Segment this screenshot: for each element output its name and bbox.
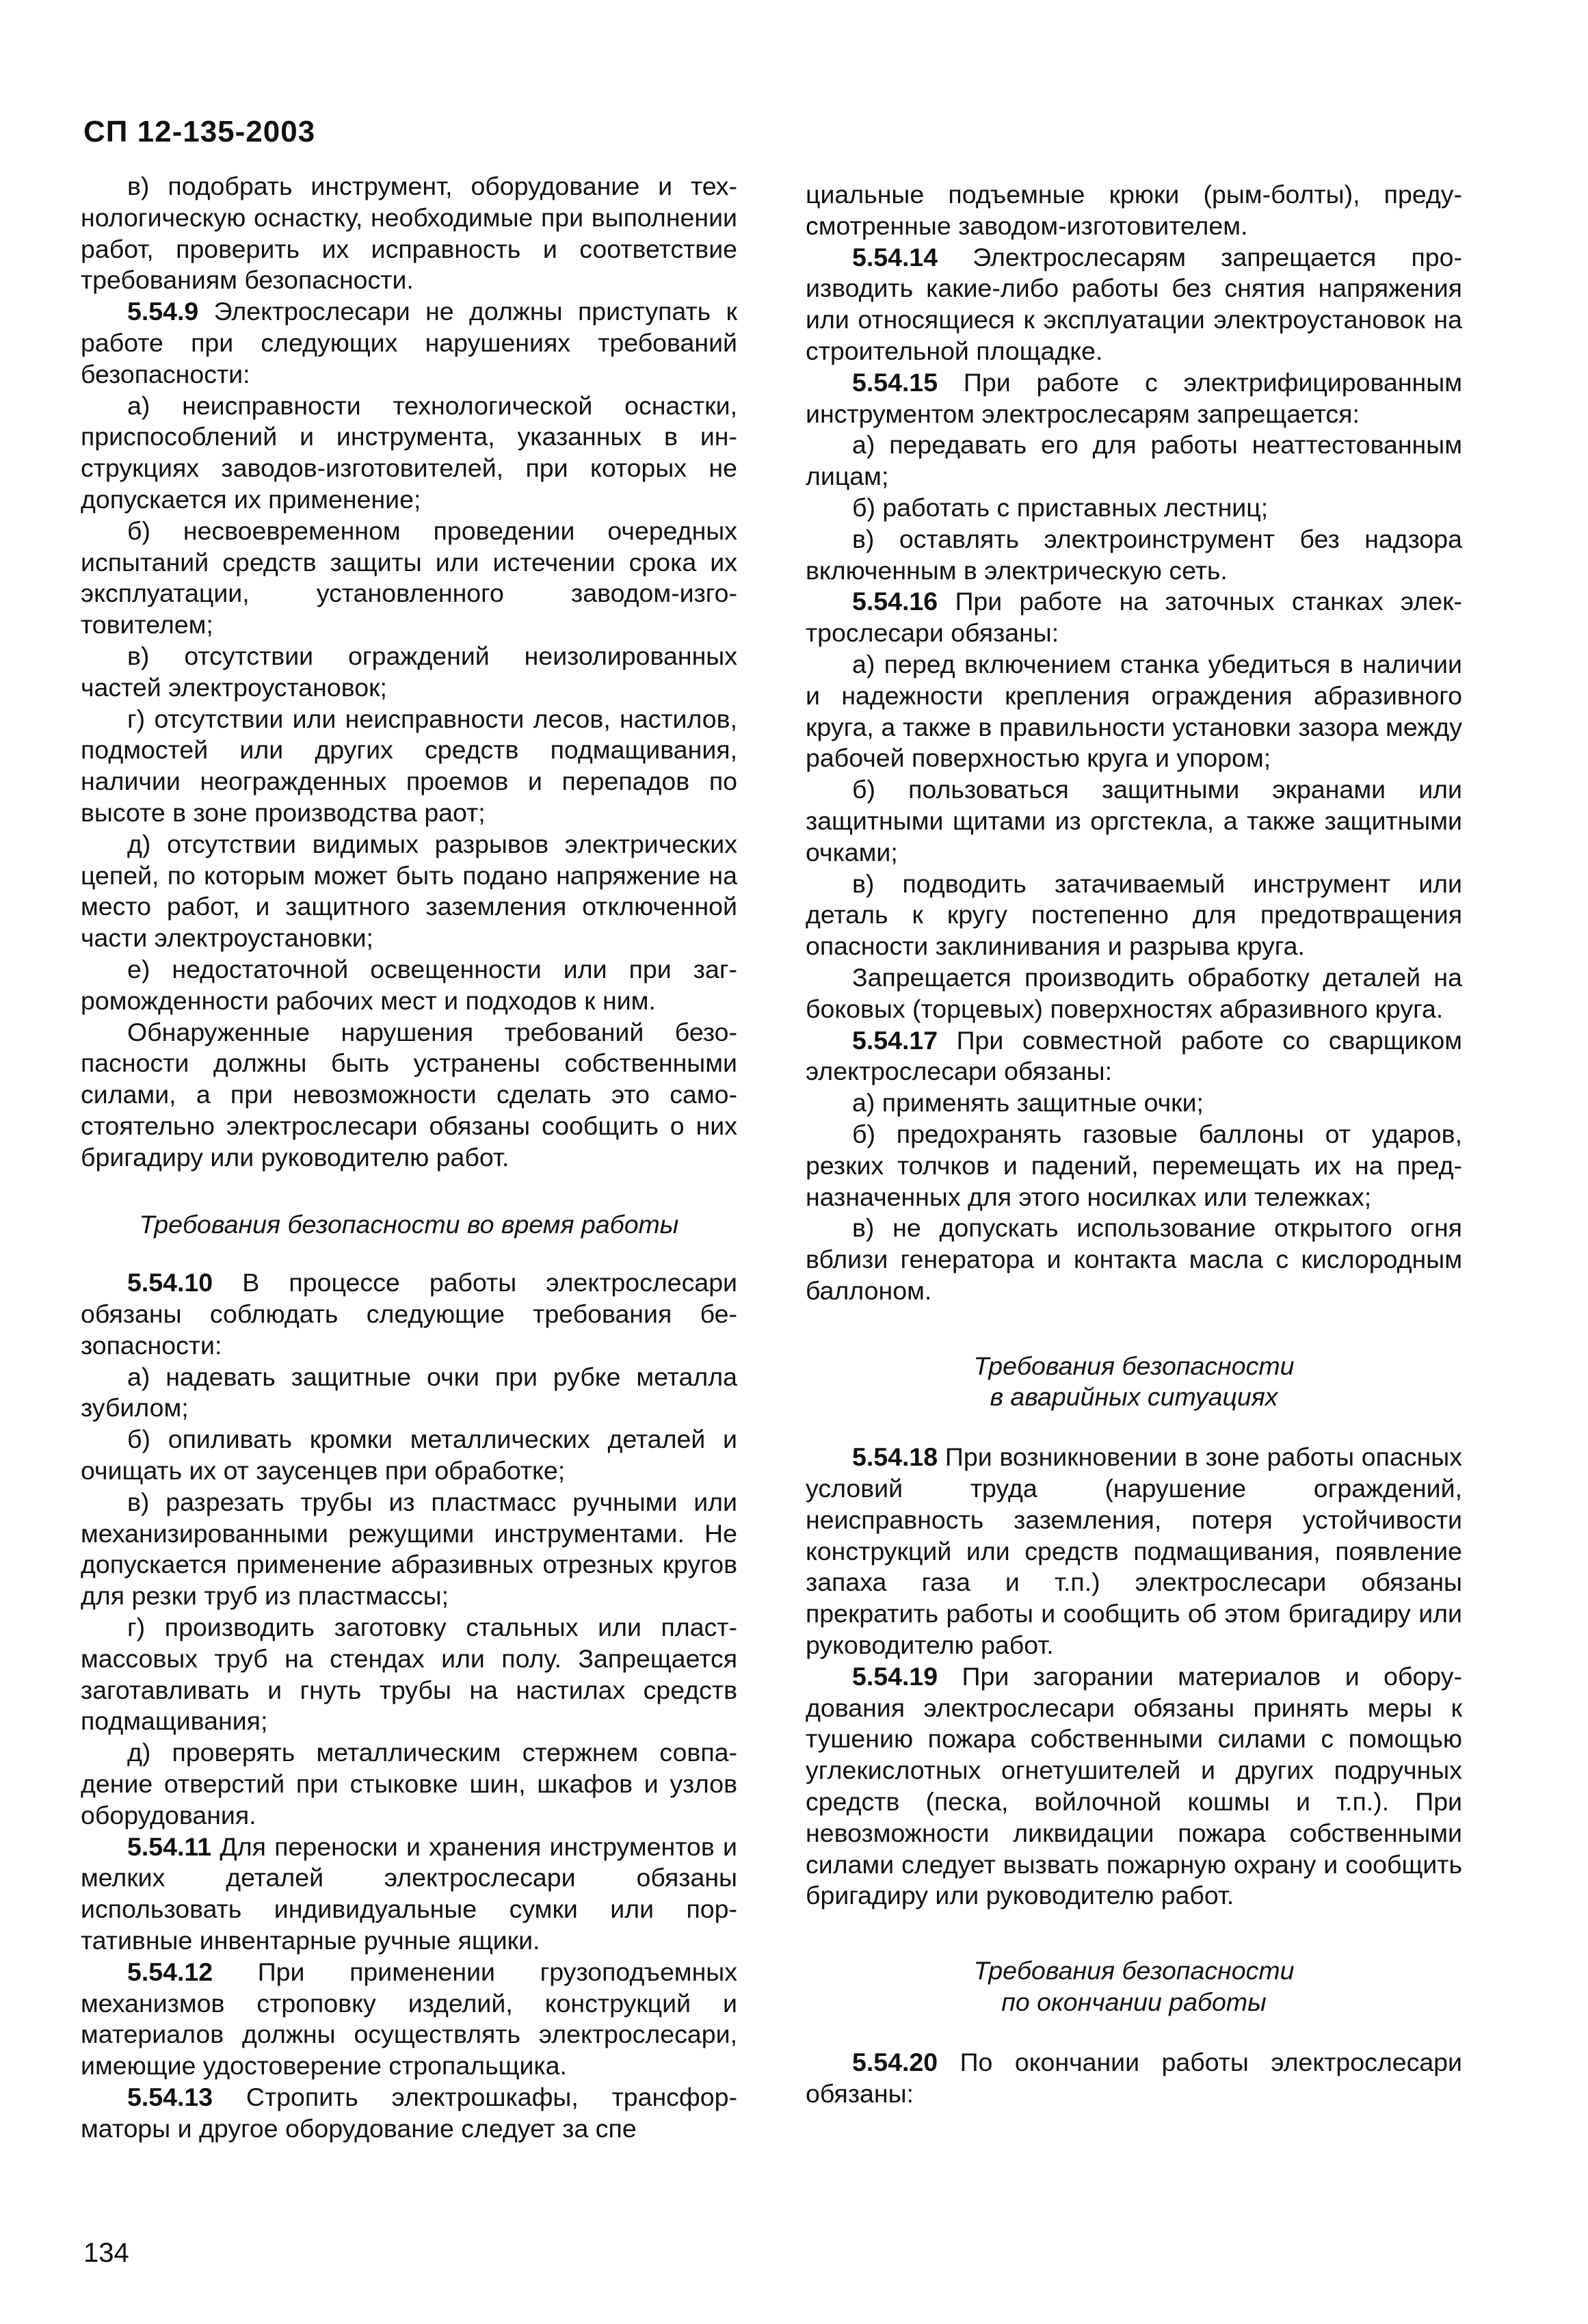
- clause-5-54-14: [806, 242, 1462, 367]
- clause-number: 5.54.15: [852, 367, 938, 397]
- clause-5-54-15: [806, 367, 1462, 430]
- section-heading: Требования безопасности: [973, 1956, 1295, 1985]
- clause-5-54-18: [806, 1442, 1462, 1661]
- clause-5-54-13: [81, 2082, 737, 2145]
- list-item: в) не допускать использование открытого огня вблизи генератора и контакта масла с кислородным баллоном.: [806, 1213, 1462, 1305]
- clause-text: Стропить электрошкафы, трансформаторы и другое оборудование следует за спе: [81, 2083, 737, 2143]
- list-item: г) производить заготовку стальных или пластмассовых труб на стендах или полу. Запрещается заготавливать и гнуть трубы на настилах средств подмащивания;: [81, 1613, 737, 1736]
- document-code: СП 12-135-2003: [83, 115, 316, 148]
- paragraph: Запрещается производить обработку деталей на боковых (торцевых) поверхностях абразивного круга.: [806, 962, 1462, 1023]
- clause-5-54-19: [806, 1661, 1462, 1912]
- clause-number: 5.54.12: [127, 1957, 213, 1986]
- clause-text: При совместной работе со сварщиком электрослесари обязаны:: [806, 1025, 1462, 1086]
- clause-text: При применении грузоподъемных механизмов строповку изделий, конструкций и материалов должны осуществлять электрослесари, имеющие удостоверение стропальщика.: [81, 1957, 737, 2081]
- list-item: д) проверять металлическим стержнем совпадение отверстий при стыковке шин, шкафов и узлов оборудования.: [81, 1738, 737, 1830]
- list-item: г) отсутствии или неисправности лесов, настилов, подмостей или других средств подмащивания, наличии неогражденных проемов и перепадов по высоте в зоне производства раот;: [81, 704, 737, 827]
- list-item: б) опиливать кромки металлических деталей и очищать их от заусенцев при обработке;: [81, 1425, 737, 1485]
- list-item: а) неисправности технологической оснастки, приспособлений и инструмента, указанных в инструкциях заводов-изготовителей, при которых не допускается их применение;: [81, 391, 737, 514]
- clause-text: В процессе работы электрослесари обязаны соблюдать следующие требования безопасности:: [81, 1268, 737, 1360]
- list-item: а) применять защитные очки;: [852, 1088, 1204, 1118]
- clause-5-54-20: [806, 2047, 1462, 2110]
- clause-number: 5.54.10: [127, 1268, 213, 1297]
- clause-text: Электрослесарям запрещается производить какие-либо работы без снятия напряжения или относящиеся к эксплуатации электроустановок на строительной площадке.: [806, 242, 1462, 365]
- section-heading: Требования безопасности во время работы: [139, 1209, 679, 1239]
- section-heading: в аварийных ситуациях: [990, 1382, 1278, 1412]
- clause-5-54-10: [81, 1267, 737, 1361]
- list-item: б) предохранять газовые баллоны от ударов, резких толчков и падений, перемещать их на предназначенных для этого носилках или тележках;: [806, 1119, 1462, 1211]
- list-item: а) передавать его для работы неаттестованным лицам;: [806, 430, 1462, 491]
- clause-text: При работе на заточных станках электрослесари обязаны:: [806, 587, 1462, 648]
- paragraph: Обнаруженные нарушения требований безопасности должны быть устранены собственными силами, а при невозможности сделать это самостоятельно электрослесари обязаны сообщить о них бригадиру или руководителю работ.: [81, 1017, 737, 1172]
- list-item: б) пользоваться защитными экранами или защитными щитами из оргстекла, а также защитными очками;: [806, 775, 1462, 867]
- clause-text: Для переноски и хранения инструментов и мелких деталей электрослесари обязаны использовать индивидуальные сумки или портативные инвентарные ручные ящики.: [81, 1832, 737, 1955]
- clause-text: При работе с электрифицированным инструментом электрослесарям запрещается:: [806, 367, 1462, 428]
- section-heading: по окончании работы: [1001, 1988, 1267, 2017]
- clause-number: 5.54.11: [127, 1832, 212, 1861]
- page-number: 134: [83, 2238, 129, 2268]
- clause-5-54-12: [81, 1957, 737, 2082]
- clause-number: 5.54.14: [852, 242, 938, 272]
- list-item: в) отсутствии ограждений неизолированных частей электроустановок;: [81, 641, 737, 702]
- clause-number: 5.54.13: [127, 2083, 213, 2112]
- section-heading: Требования безопасности: [973, 1351, 1295, 1380]
- list-item: в) разрезать трубы из пластмасс ручными или механизированными режущими инструментами. Не допускается применение абразивных отрезных кругов для резки труб из пластмассы;: [81, 1487, 737, 1611]
- list-item: б) работать с приставных лестниц;: [852, 492, 1269, 522]
- clause-5-54-9: [81, 296, 737, 390]
- clause-5-54-17: [806, 1025, 1462, 1088]
- clause-number: 5.54.20: [852, 2047, 938, 2076]
- list-item: а) перед включением станка убедиться в наличии и надежности крепления ограждения абразивного круга, а также в правильности установки зазора между рабочей поверхностью круга и упором;: [806, 649, 1462, 773]
- list-item: е) недостаточной освещенности или при загроможденности рабочих мест и подходов к ним.: [81, 954, 737, 1015]
- paragraph: в) подобрать инструмент, оборудование и технологическую оснастку, необходимые при выполнении работ, проверить их исправность и соответствие требованиям безопасности.: [81, 172, 737, 295]
- list-item: а) надевать защитные очки при рубке металла зубилом;: [81, 1362, 737, 1423]
- right-column: [806, 179, 1462, 2109]
- clause-text: По окончании работы электрослесари обязаны:: [806, 2047, 1462, 2108]
- clause-number: 5.54.16: [852, 587, 938, 616]
- list-item: д) отсутствии видимых разрывов электрических цепей, по которым может быть подано напряжение на место работ, и защитного заземления отключенной части электроустановки;: [81, 829, 737, 953]
- paragraph: циальные подъемные крюки (рым-болты), предусмотренные заводом-изготовителем.: [806, 180, 1462, 240]
- list-item: в) оставлять электроинструмент без надзора включенным в электрическую сеть.: [806, 524, 1462, 585]
- clause-text: При возникновении в зоне работы опасных условий труда (нарушение ограждений, неисправность заземления, потеря устойчивости конструкций или средств подмащивания, появление запаха газа и т.п.) электрослесари обязаны прекратить работы и сообщить об этом бригадиру или руководителю работ.: [806, 1442, 1462, 1660]
- left-column: [81, 171, 737, 2145]
- list-item: б) несвоевременном проведении очередных испытаний средств защиты или истечении срока их эксплуатации, установленного заводом-изготовителем;: [81, 516, 737, 639]
- clause-5-54-16: [806, 586, 1462, 649]
- clause-number: 5.54.19: [852, 1661, 938, 1691]
- clause-number: 5.54.9: [127, 297, 199, 326]
- list-item: в) подводить затачиваемый инструмент или деталь к кругу постепенно для предотвращения опасности заклинивания и разрыва круга.: [806, 869, 1462, 961]
- clause-number: 5.54.18: [852, 1442, 938, 1472]
- clause-5-54-11: [81, 1832, 737, 1957]
- clause-text: При загорании материалов и оборудования электрослесари обязаны принять меры к тушению пожара собственными силами с помощью углекислотных огнетушителей и других подручных средств (песка, войлочной кошмы и т.п.). При невозможности ликвидации пожара собственными силами следует вызвать пожарную охрану и сообщить бригадиру или руководителю работ.: [806, 1661, 1462, 1910]
- clause-number: 5.54.17: [852, 1025, 938, 1055]
- clause-text: Электрослесари не должны приступать к работе при следующих нарушениях требований безопасности:: [81, 297, 737, 388]
